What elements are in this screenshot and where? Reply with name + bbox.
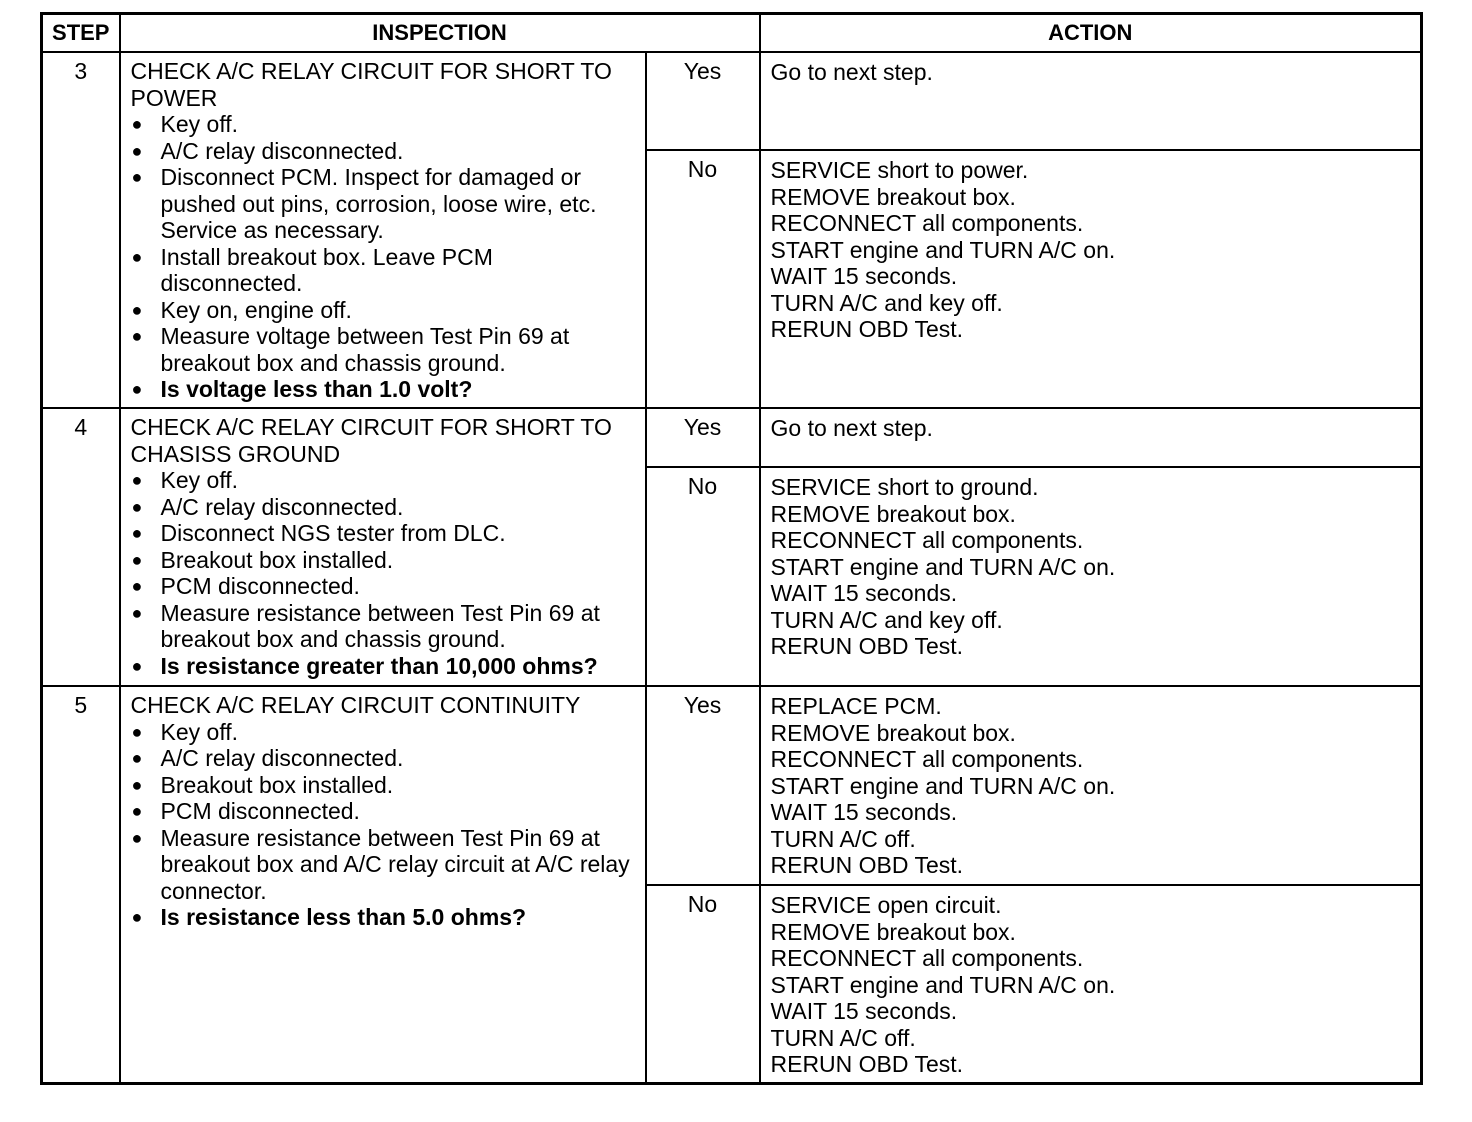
step-row-4-yes bbox=[42, 408, 1422, 467]
list-item: ● Key off. bbox=[131, 718, 239, 745]
bullet-icon: ● bbox=[131, 576, 143, 596]
no-action: SERVICE short to ground. REMOVE breakout box. RECONNECT all components. START engine and TURN A/C on. WAIT 15 seconds. TURN A/C and key off. RERUN OBD Test. bbox=[760, 467, 1422, 686]
list-item: ● Disconnect NGS tester from DLC. bbox=[131, 520, 506, 546]
list-item: ● A/C relay disconnected. bbox=[131, 493, 404, 520]
list-item: ● Measure voltage between Test Pin 69 at breakout box and chassis ground. bbox=[131, 323, 570, 376]
bullet-icon: ● bbox=[131, 167, 143, 187]
bullet-icon: ● bbox=[131, 655, 143, 676]
no-label: No bbox=[646, 885, 760, 1083]
bullet-icon: ● bbox=[131, 907, 143, 927]
no-action: SERVICE short to power. REMOVE breakout box. RECONNECT all components. START engine and TURN A/C on. WAIT 15 seconds. TURN A/C and key off. RERUN OBD Test. bbox=[760, 150, 1422, 408]
list-item: ● Key on, engine off. bbox=[131, 296, 352, 323]
inspection-list bbox=[131, 111, 635, 403]
question-item: ● Is resistance less than 5.0 ohms? bbox=[131, 904, 527, 930]
inspection-title: CHECK A/C RELAY CIRCUIT FOR SHORT TO CHASISS GROUND bbox=[130, 414, 612, 467]
list-item: ● Install breakout box. Leave PCM disconnected. bbox=[131, 243, 493, 296]
list-item: ● Measure resistance between Test Pin 69 at breakout box and A/C relay circuit at A/C relay connector. bbox=[131, 824, 630, 904]
yes-label: Yes bbox=[646, 686, 760, 885]
list-item: ● A/C relay disconnected. bbox=[131, 137, 404, 164]
step-number: 3 bbox=[42, 52, 120, 408]
yes-action: Go to next step. bbox=[760, 52, 1422, 150]
no-action: SERVICE open circuit. REMOVE breakout box. RECONNECT all components. START engine and TURN A/C on. WAIT 15 seconds. TURN A/C off. RERUN OBD Test. bbox=[760, 885, 1422, 1083]
bullet-icon: ● bbox=[131, 523, 143, 543]
yes-label: Yes bbox=[646, 52, 760, 150]
yes-label: Yes bbox=[646, 408, 760, 467]
list-item: ● PCM disconnected. bbox=[131, 798, 360, 824]
bullet-icon: ● bbox=[131, 246, 143, 267]
bullet-icon: ● bbox=[131, 470, 143, 490]
bullet-icon: ● bbox=[131, 299, 143, 320]
inspection-list bbox=[131, 719, 635, 931]
question-item: ● Is resistance greater than 10,000 ohms? bbox=[131, 652, 598, 679]
yes-action: REPLACE PCM. REMOVE breakout box. RECONNECT all components. START engine and TURN A/C on. WAIT 15 seconds. TURN A/C off. RERUN OBD Test. bbox=[760, 686, 1422, 885]
yes-action: Go to next step. bbox=[760, 408, 1422, 467]
inspection-cell bbox=[120, 408, 646, 686]
inspection-cell bbox=[120, 52, 646, 408]
bullet-icon: ● bbox=[131, 140, 143, 161]
bullet-icon: ● bbox=[131, 549, 143, 570]
step-row-3-yes bbox=[42, 52, 1422, 150]
list-item: ● Disconnect PCM. Inspect for damaged or pushed out pins, corrosion, loose wire, etc. Service as necessary. bbox=[131, 164, 597, 243]
step-number: 5 bbox=[42, 686, 120, 1083]
header-row bbox=[42, 14, 1422, 53]
bullet-icon: ● bbox=[131, 721, 143, 742]
list-item: ● A/C relay disconnected. bbox=[131, 745, 404, 771]
inspection-list bbox=[131, 467, 635, 679]
inspection-title: CHECK A/C RELAY CIRCUIT FOR SHORT TO POWER bbox=[130, 58, 612, 111]
step-row-5-yes bbox=[42, 686, 1422, 885]
header-step: STEP bbox=[42, 14, 120, 53]
list-item: ● PCM disconnected. bbox=[131, 573, 360, 599]
list-item: ● Key off. bbox=[131, 467, 239, 493]
bullet-icon: ● bbox=[131, 801, 143, 821]
bullet-icon: ● bbox=[131, 114, 143, 134]
list-item: ● Breakout box installed. bbox=[131, 546, 394, 573]
list-item: ● Measure resistance between Test Pin 69 at breakout box and chassis ground. bbox=[131, 599, 600, 652]
header-action: ACTION bbox=[760, 14, 1422, 53]
no-label: No bbox=[646, 150, 760, 408]
no-label: No bbox=[646, 467, 760, 686]
bullet-icon: ● bbox=[131, 748, 143, 768]
diagnostic-table bbox=[40, 12, 1423, 1085]
bullet-icon: ● bbox=[131, 827, 143, 848]
header-inspection: INSPECTION bbox=[120, 14, 760, 53]
inspection-title: CHECK A/C RELAY CIRCUIT CONTINUITY bbox=[130, 692, 581, 718]
list-item: ● Breakout box installed. bbox=[131, 771, 394, 798]
bullet-icon: ● bbox=[131, 379, 143, 399]
inspection-cell bbox=[120, 686, 646, 1083]
bullet-icon: ● bbox=[131, 326, 143, 346]
question-item: ● Is voltage less than 1.0 volt? bbox=[131, 376, 473, 402]
bullet-icon: ● bbox=[131, 602, 143, 623]
list-item: ● Key off. bbox=[131, 111, 239, 137]
bullet-icon: ● bbox=[131, 774, 143, 795]
step-number: 4 bbox=[42, 408, 120, 686]
bullet-icon: ● bbox=[131, 496, 143, 517]
